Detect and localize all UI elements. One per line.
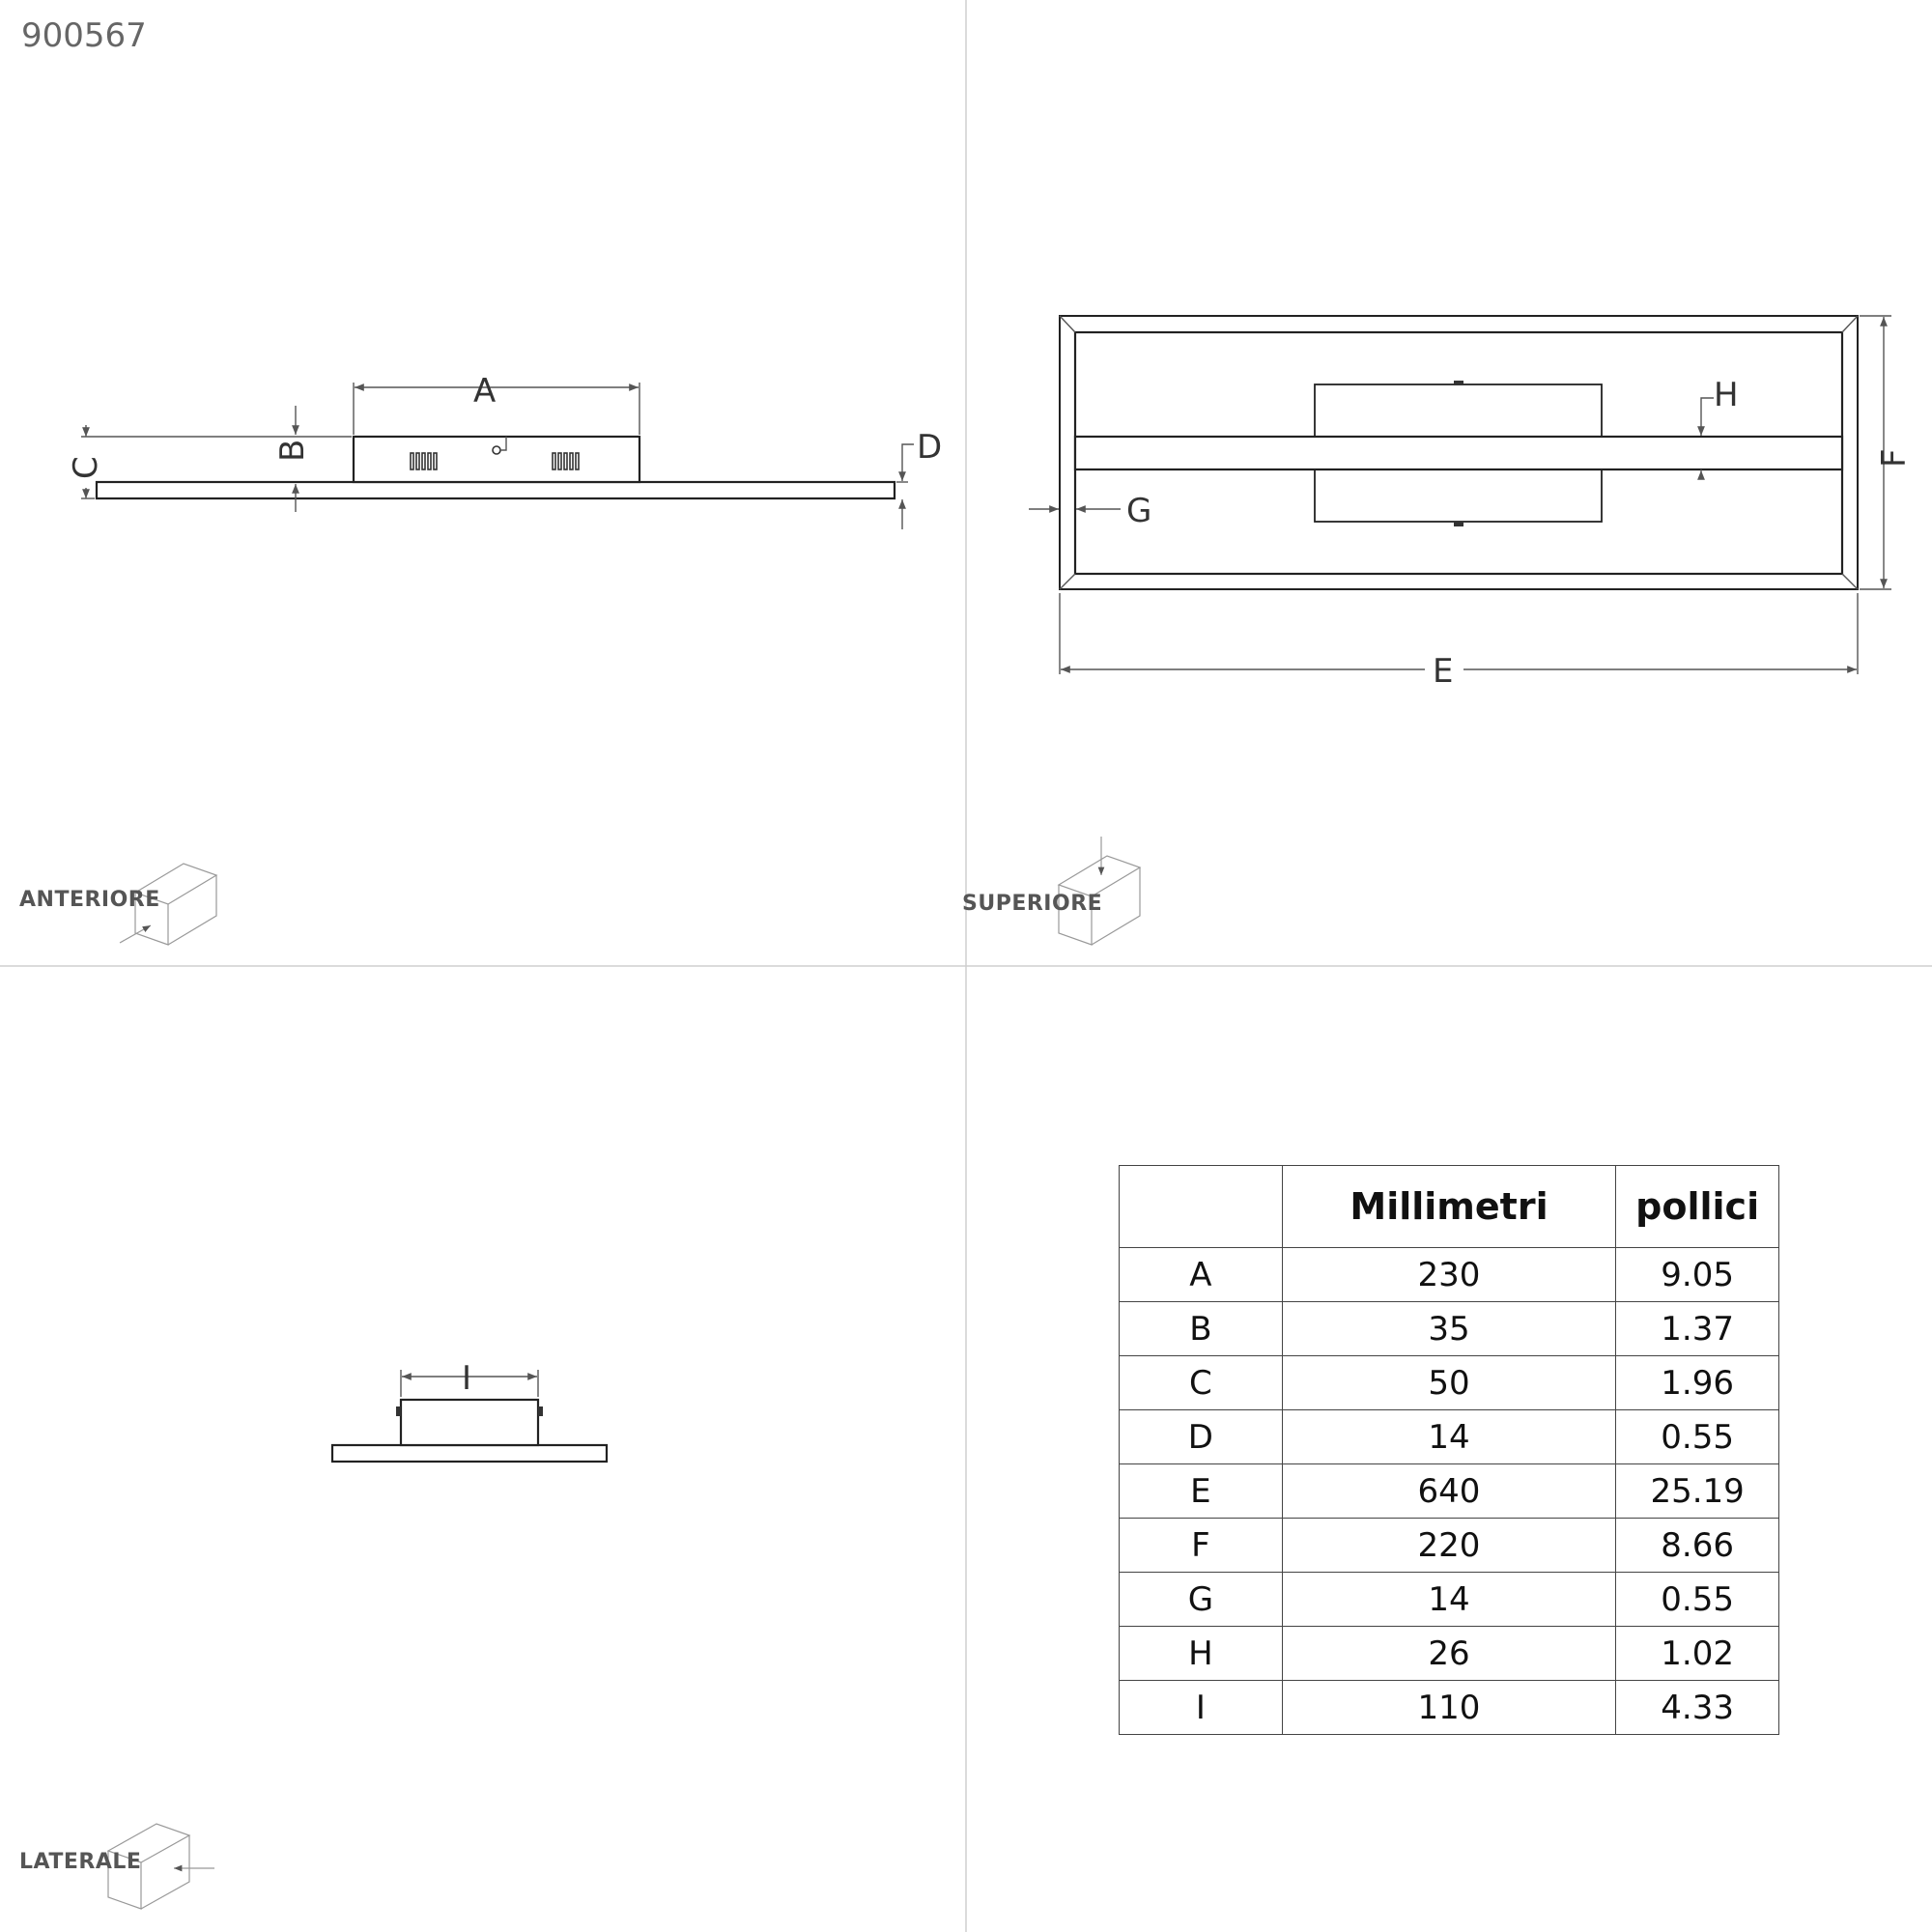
view-label-front: ANTERIORE — [19, 888, 160, 912]
table-row — [1120, 1302, 1779, 1356]
dimensions-table — [1119, 1165, 1779, 1735]
dim-label-d: D — [917, 428, 943, 467]
row-label: G — [1120, 1573, 1283, 1627]
dim-label-c: C — [67, 456, 105, 479]
row-in: 1.37 — [1616, 1302, 1779, 1356]
row-in: 1.02 — [1616, 1627, 1779, 1681]
row-mm: 50 — [1282, 1356, 1616, 1410]
row-mm: 110 — [1282, 1681, 1616, 1735]
view-cube-top — [1059, 837, 1140, 945]
table-row — [1120, 1356, 1779, 1410]
side-panel — [332, 1445, 607, 1462]
row-mm: 220 — [1282, 1519, 1616, 1573]
row-in: 4.33 — [1616, 1681, 1779, 1735]
row-label: A — [1120, 1248, 1283, 1302]
dim-label-f: F — [1875, 448, 1914, 468]
row-label: C — [1120, 1356, 1283, 1410]
top-light-bar — [1075, 437, 1842, 469]
dim-label-h: H — [1714, 376, 1739, 414]
row-label: I — [1120, 1681, 1283, 1735]
dim-label-b: B — [273, 439, 312, 462]
table-row — [1120, 1627, 1779, 1681]
table-row — [1120, 1410, 1779, 1464]
table-row — [1120, 1464, 1779, 1519]
row-label: F — [1120, 1519, 1283, 1573]
row-label: H — [1120, 1627, 1283, 1681]
row-in: 1.96 — [1616, 1356, 1779, 1410]
row-label: B — [1120, 1302, 1283, 1356]
row-in: 9.05 — [1616, 1248, 1779, 1302]
row-mm: 14 — [1282, 1410, 1616, 1464]
row-in: 0.55 — [1616, 1410, 1779, 1464]
table-row — [1120, 1681, 1779, 1735]
dim-label-a: A — [473, 372, 497, 411]
dim-label-g: G — [1126, 492, 1152, 530]
side-view — [19, 1359, 607, 1909]
row-in: 0.55 — [1616, 1573, 1779, 1627]
table-row — [1120, 1573, 1779, 1627]
row-mm: 14 — [1282, 1573, 1616, 1627]
table-header-in: pollici — [1616, 1166, 1779, 1248]
dim-label-e: E — [1433, 652, 1454, 691]
table-row — [1120, 1519, 1779, 1573]
row-mm: 640 — [1282, 1464, 1616, 1519]
row-mm: 35 — [1282, 1302, 1616, 1356]
row-label: E — [1120, 1464, 1283, 1519]
dim-label-i: I — [462, 1359, 472, 1398]
product-code: 900567 — [21, 16, 147, 55]
row-mm: 26 — [1282, 1627, 1616, 1681]
row-mm: 230 — [1282, 1248, 1616, 1302]
front-view — [19, 372, 942, 945]
front-panel — [97, 482, 895, 498]
row-label: D — [1120, 1410, 1283, 1464]
view-label-top: SUPERIORE — [962, 892, 1103, 916]
top-view — [962, 316, 1914, 945]
view-label-side: LATERALE — [19, 1850, 142, 1874]
table-header-mm: Millimetri — [1282, 1166, 1616, 1248]
side-driver-box — [401, 1400, 538, 1445]
table-row — [1120, 1248, 1779, 1302]
table-header-blank — [1120, 1166, 1283, 1248]
front-driver-box — [354, 437, 639, 482]
row-in: 25.19 — [1616, 1464, 1779, 1519]
row-in: 8.66 — [1616, 1519, 1779, 1573]
table-header-row — [1120, 1166, 1779, 1248]
